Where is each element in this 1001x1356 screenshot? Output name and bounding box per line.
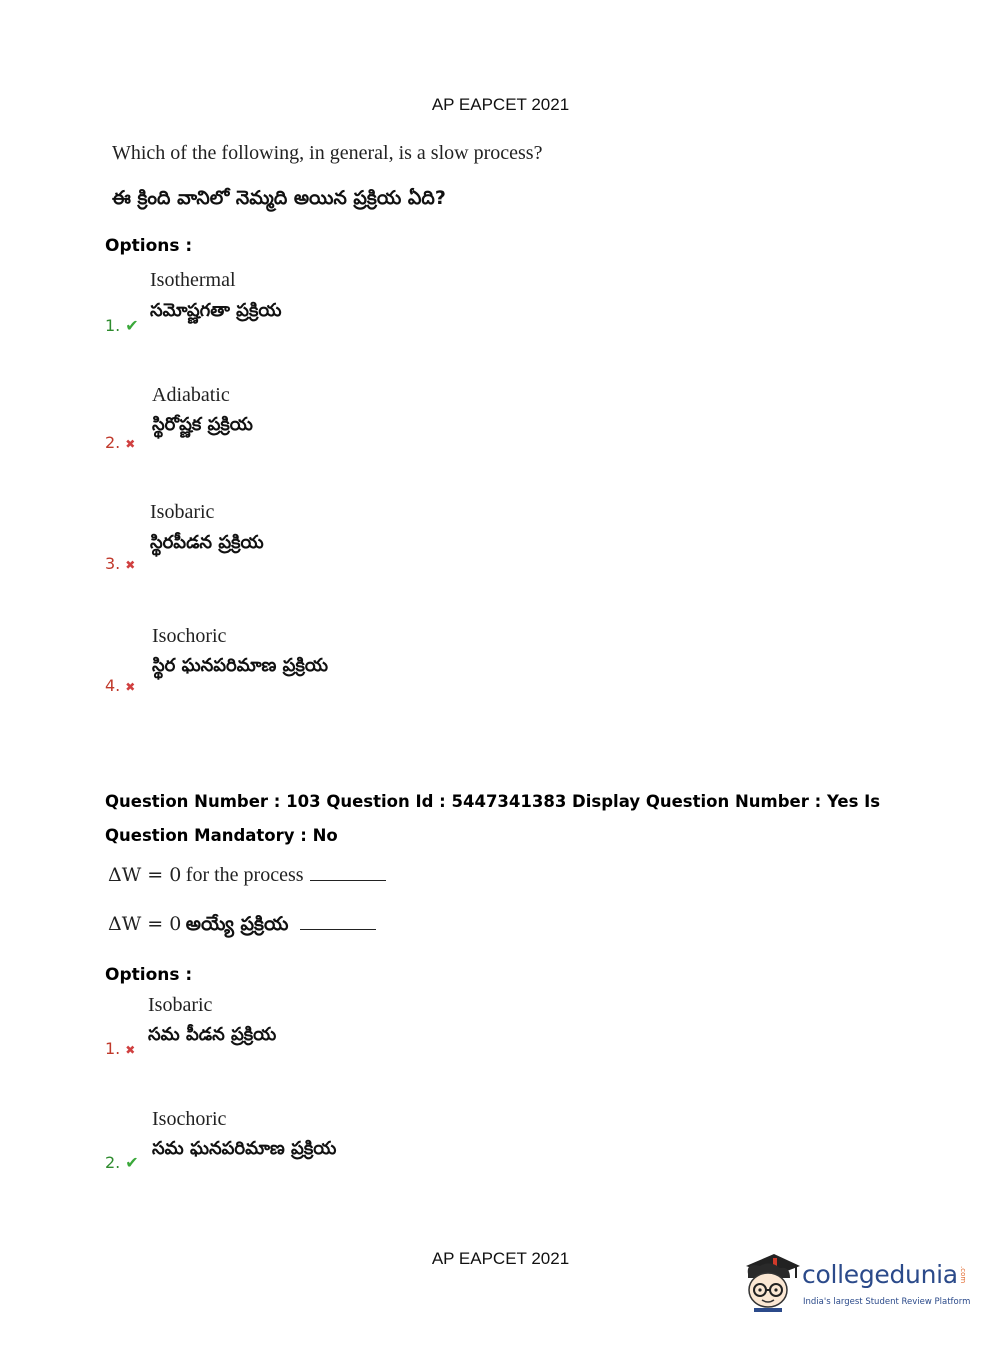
option-text-english: Isochoric	[152, 625, 227, 647]
question-text-telugu	[108, 913, 376, 940]
check-icon: ✔	[125, 1155, 139, 1172]
option-number-row	[105, 1153, 139, 1173]
option-number: 1.	[105, 316, 121, 335]
cross-icon: ✖	[125, 558, 136, 572]
logo-wordmark: collegedunia	[802, 1260, 958, 1289]
option-text-telugu: స్థిరోష్ణక ప్రక్రియ	[152, 414, 253, 435]
question-text-telugu: ఈ క్రింది వానిలో నెమ్మది అయిన ప్రక్రియ ఏది?	[112, 187, 446, 209]
option-number-row	[105, 1039, 135, 1059]
question-text-suffix: for the process	[185, 864, 304, 886]
check-icon: ✔	[125, 318, 139, 335]
option-text-english: Isobaric	[150, 501, 215, 523]
collegedunia-logo	[740, 1246, 980, 1326]
answer-blank	[300, 915, 376, 930]
option-number: 4.	[105, 676, 121, 695]
logo-suffix: .com	[959, 1266, 967, 1284]
option-number: 1.	[105, 1039, 121, 1058]
option-text-telugu: సమోష్ణగతా ప్రక్రియ	[150, 300, 282, 321]
option-number: 2.	[105, 1153, 121, 1172]
option-text-english: Isobaric	[148, 994, 213, 1016]
page-header-title: AP EAPCET 2021	[431, 95, 570, 114]
mascot-icon	[740, 1248, 802, 1318]
option-number-row	[105, 316, 139, 336]
option-number-row	[105, 433, 135, 453]
options-heading: Options :	[105, 965, 193, 985]
option-number: 3.	[105, 554, 121, 573]
question-text-english: Which of the following, in general, is a slow process?	[112, 142, 543, 164]
option-text-telugu: సమ ఘనపరిమాణ ప్రక్రియ	[152, 1138, 337, 1159]
cross-icon: ✖	[125, 1043, 136, 1057]
options-heading: Options :	[105, 236, 193, 256]
question-text-suffix: అయ్యే ప్రక్రియ	[185, 913, 289, 935]
option-number: 2.	[105, 433, 121, 452]
option-text-english: Adiabatic	[152, 384, 230, 406]
option-number-row	[105, 676, 135, 696]
cross-icon: ✖	[125, 437, 136, 451]
answer-blank	[310, 866, 386, 881]
option-number-row	[105, 554, 135, 574]
option-text-english: Isothermal	[150, 269, 236, 291]
option-text-telugu: స్థిరపీడన ప్రక్రియ	[150, 532, 264, 553]
option-text-telugu: స్థిర ఘనపరిమాణ ప్రక్రియ	[152, 655, 329, 676]
option-text-telugu: సమ పీడన ప్రక్రియ	[148, 1024, 277, 1045]
question-text-english	[108, 864, 386, 887]
formula: ΔW = 0	[108, 913, 182, 935]
page-footer-title: AP EAPCET 2021	[431, 1249, 570, 1268]
cross-icon: ✖	[125, 680, 136, 694]
option-text-english: Isochoric	[152, 1108, 227, 1130]
question-meta: Question Number : 103 Question Id : 5447341383 Display Question Number : Yes Is Question Mandatory : No	[105, 792, 881, 845]
logo-tagline: India's largest Student Review Platform	[803, 1297, 971, 1307]
formula: ΔW = 0	[108, 864, 182, 886]
